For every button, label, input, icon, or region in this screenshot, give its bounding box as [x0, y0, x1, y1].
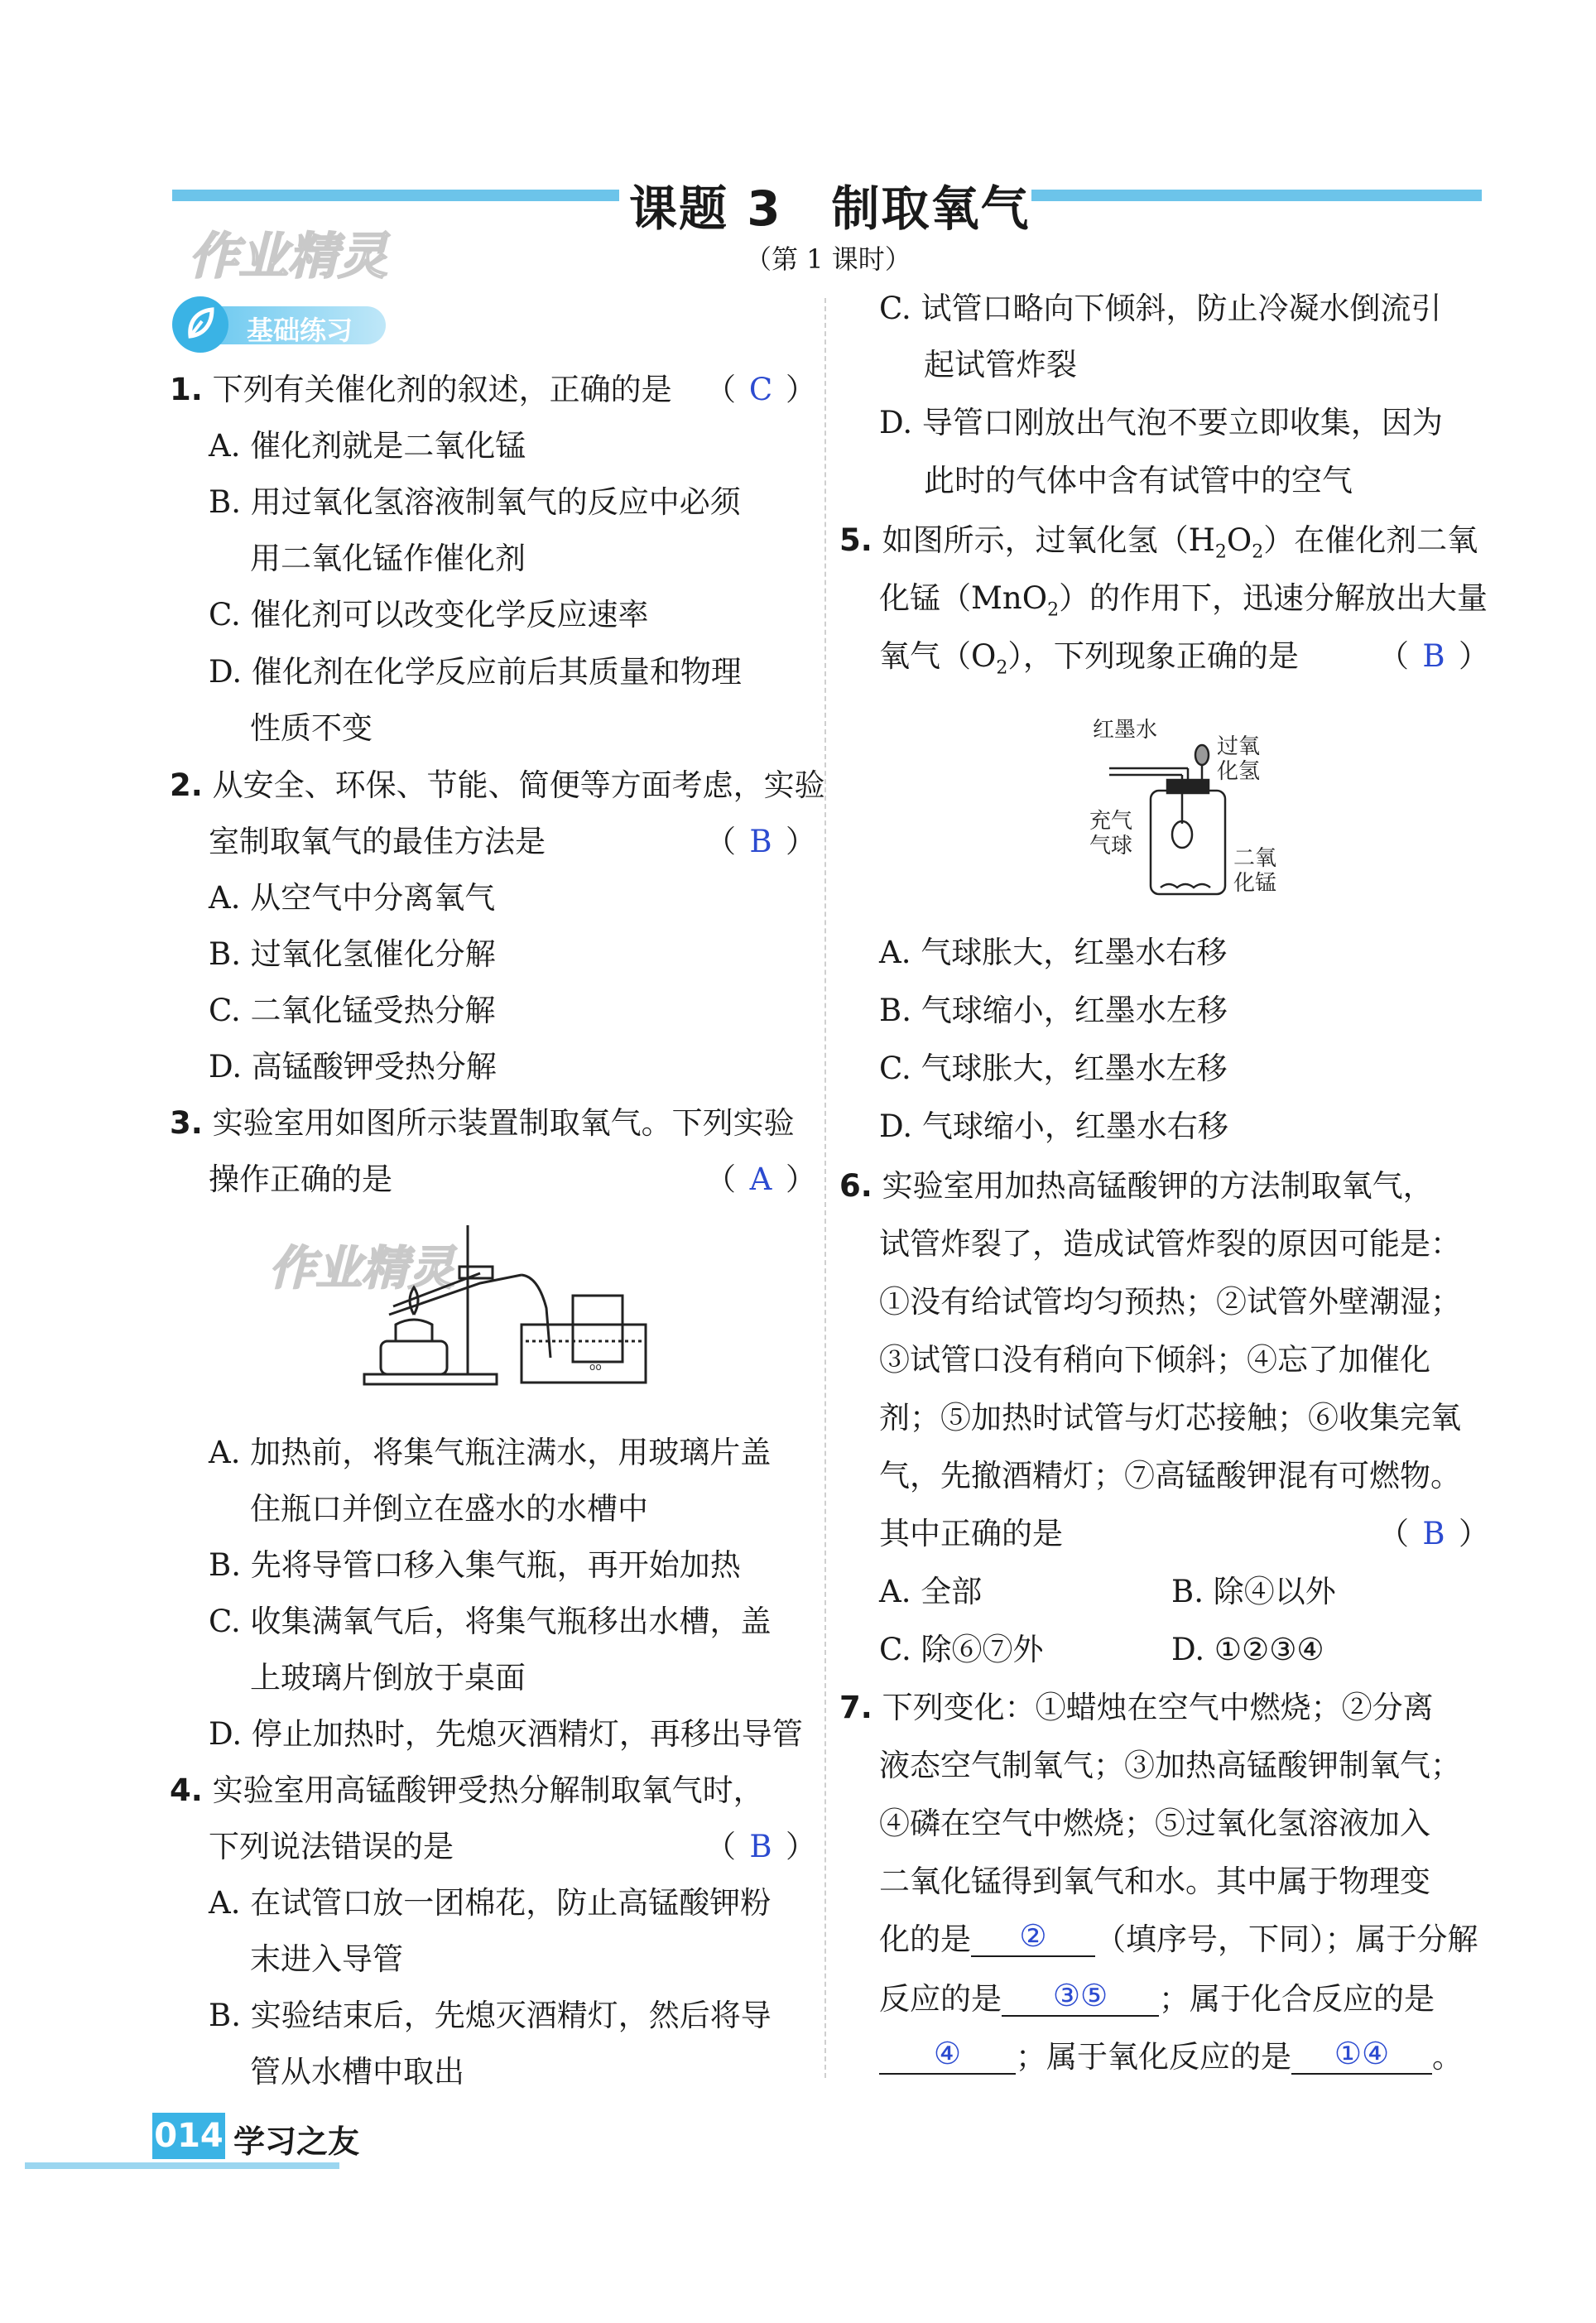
q7-stem-cont: ④磷在空气中燃烧；⑤过氧化氢溶液加入	[879, 1806, 1430, 1841]
fig-label-mno2-a: 二氧	[1233, 846, 1277, 871]
q5-option: C. 气球胀大，红墨水左移	[879, 1051, 1228, 1086]
q4-option-cont: 此时的气体中含有试管中的空气	[924, 463, 1353, 498]
q7-stem-cont: 反应的是 ③⑤ ；属于化合反应的是	[879, 1978, 1435, 2017]
q7-blank-oxidation[interactable]: ①④	[1291, 2035, 1432, 2075]
q5-answer: （ B ）	[1378, 638, 1489, 674]
q6-option: D. ①②③④	[1171, 1632, 1324, 1667]
q1-option: D. 催化剂在化学反应前后其质量和物理	[209, 654, 742, 690]
fig-label-balloon-a: 充气	[1089, 809, 1133, 834]
q4-stem-cont: 下列说法错误的是	[209, 1829, 454, 1864]
column-divider	[824, 298, 826, 2078]
q1-option: A. 催化剂就是二氧化锰	[209, 428, 526, 464]
watermark-figure: 作业精灵	[269, 1242, 454, 1296]
book-title: 学习之友	[233, 2123, 360, 2160]
q4-option: C. 试管口略向下倾斜，防止冷凝水倒流引	[879, 291, 1442, 326]
q6-stem: 6. 实验室用加热高锰酸钾的方法制取氧气，	[839, 1168, 1434, 1204]
q1-option: C. 催化剂可以改变化学反应速率	[209, 597, 649, 632]
q2-stem: 2. 从安全、环保、节能、简便等方面考虑，实验	[170, 767, 825, 803]
q6-stem-cont: 试管炸裂了，造成试管炸裂的原因可能是：	[879, 1226, 1461, 1262]
fig-label-red-ink: 红墨水	[1093, 718, 1158, 743]
q4-answer: （ B ）	[705, 1829, 816, 1864]
q7-blank-physical[interactable]: ②	[971, 1917, 1095, 1957]
section-label: 基础练习	[247, 315, 353, 346]
q3-answer: （ A ）	[705, 1162, 816, 1197]
fig-label-balloon-b: 气球	[1089, 834, 1133, 858]
q4-option-cont: 管从水槽中取出	[250, 2054, 464, 2090]
q5-option: A. 气球胀大，红墨水右移	[879, 935, 1228, 970]
q2-option: B. 过氧化氢催化分解	[209, 936, 496, 972]
q7-blank-combination[interactable]: ④	[879, 2035, 1016, 2075]
page-number: 014	[152, 2113, 225, 2159]
q3-option: A. 加热前，将集气瓶注满水，用玻璃片盖	[209, 1435, 772, 1470]
q5-option: B. 气球缩小，红墨水左移	[879, 993, 1228, 1028]
q4-stem: 4. 实验室用高锰酸钾受热分解制取氧气时，	[170, 1772, 764, 1808]
q7-stem-cont: 化的是 ② （填序号，下同）；属于分解	[879, 1918, 1478, 1957]
fig-label-h2o2-a: 过氧	[1217, 734, 1261, 759]
q6-stem-cont: 其中正确的是	[879, 1516, 1063, 1551]
q2-answer: （ B ）	[705, 824, 816, 859]
watermark: 作业精灵	[189, 228, 387, 286]
header-bar-right	[1031, 190, 1482, 201]
q7-blank-decomposition[interactable]: ③⑤	[1002, 1977, 1159, 2017]
q4-option: B. 实验结束后，先熄灭酒精灯，然后将导	[209, 1998, 772, 2033]
q4-option-cont: 起试管炸裂	[924, 347, 1077, 382]
q3-option-cont: 上玻璃片倒放于桌面	[250, 1660, 526, 1695]
leaf-icon	[172, 296, 228, 353]
q7-stem-cont: ④ ；属于氧化反应的是 ①④ 。	[879, 2038, 1463, 2078]
q1-stem: 1. 下列有关催化剂的叙述，正确的是	[170, 372, 672, 407]
q1-answer: （ C ）	[705, 372, 816, 407]
q4-option-cont: 末进入导管	[250, 1941, 403, 1977]
q2-option: A. 从空气中分离氧气	[209, 880, 496, 916]
q5-stem-cont: 化锰（MnO$_2$）的作用下，迅速分解放出大量	[879, 580, 1488, 621]
q6-stem-cont: 气，先撤酒精灯；⑦高锰酸钾混有可燃物。	[879, 1458, 1461, 1493]
q7-stem-cont: 液态空气制氧气；③加热高锰酸钾制氧气；	[879, 1748, 1461, 1783]
q4-option: A. 在试管口放一团棉花，防止高锰酸钾粉	[209, 1885, 772, 1921]
footer-bar	[25, 2162, 339, 2169]
svg-text:oo: oo	[589, 1361, 602, 1373]
q6-stem-cont: ①没有给试管均匀预热；②试管外壁潮湿；	[879, 1284, 1461, 1320]
q4-option: D. 导管口刚放出气泡不要立即收集，因为	[879, 405, 1443, 440]
q3-stem-cont: 操作正确的是	[209, 1162, 392, 1197]
fig-label-h2o2-b: 化氢	[1217, 759, 1261, 784]
q6-stem-cont: 剂；⑤加热时试管与灯芯接触；⑥收集完氧	[879, 1400, 1461, 1436]
q1-option-cont: 性质不变	[250, 710, 373, 746]
q3-option: D. 停止加热时，先熄灭酒精灯，再移出导管	[209, 1716, 803, 1752]
section-badge	[172, 296, 387, 354]
q2-option: C. 二氧化锰受热分解	[209, 993, 496, 1028]
q5-stem: 5. 如图所示，过氧化氢$(H_2O_2)$在催化剂二氧	[839, 522, 1478, 563]
q2-option: D. 高锰酸钾受热分解	[209, 1049, 497, 1085]
page-subtitle: （第 1 课时）	[745, 243, 911, 275]
q1-option: B. 用过氧化氢溶液制氧气的反应中必须	[209, 484, 741, 520]
fig-label-mno2-b: 化锰	[1233, 871, 1277, 896]
q3-option: B. 先将导管口移入集气瓶，再开始加热	[209, 1547, 741, 1583]
header-bar-left	[172, 190, 619, 201]
q5-stem-cont: 氧气$(O_2)$，下列现象正确的是	[879, 638, 1299, 679]
q3-apparatus-figure	[356, 1217, 654, 1391]
q6-option: A. 全部	[879, 1574, 983, 1609]
q3-option: C. 收集满氧气后，将集气瓶移出水槽，盖	[209, 1604, 772, 1639]
q6-answer: （ B ）	[1378, 1516, 1489, 1551]
q5-bottle-figure	[1084, 712, 1300, 902]
q3-option-cont: 住瓶口并倒立在盛水的水槽中	[250, 1491, 648, 1527]
q6-stem-cont: ③试管口没有稍向下倾斜；④忘了加催化	[879, 1342, 1430, 1378]
page-title: 课题 3 制取氧气	[629, 180, 1031, 237]
q3-stem: 3. 实验室用如图所示装置制取氧气。下列实验	[170, 1105, 795, 1141]
q5-option: D. 气球缩小，红墨水右移	[879, 1109, 1228, 1144]
q7-stem: 7. 下列变化：①蜡烛在空气中燃烧；②分离	[839, 1690, 1434, 1725]
q2-stem-cont: 室制取氧气的最佳方法是	[209, 824, 546, 859]
q1-option-cont: 用二氧化锰作催化剂	[250, 541, 526, 576]
q7-stem-cont: 二氧化锰得到氧气和水。其中属于物理变	[879, 1864, 1430, 1899]
q6-option: B. 除④以外	[1171, 1574, 1336, 1609]
q6-option: C. 除⑥⑦外	[879, 1632, 1044, 1667]
